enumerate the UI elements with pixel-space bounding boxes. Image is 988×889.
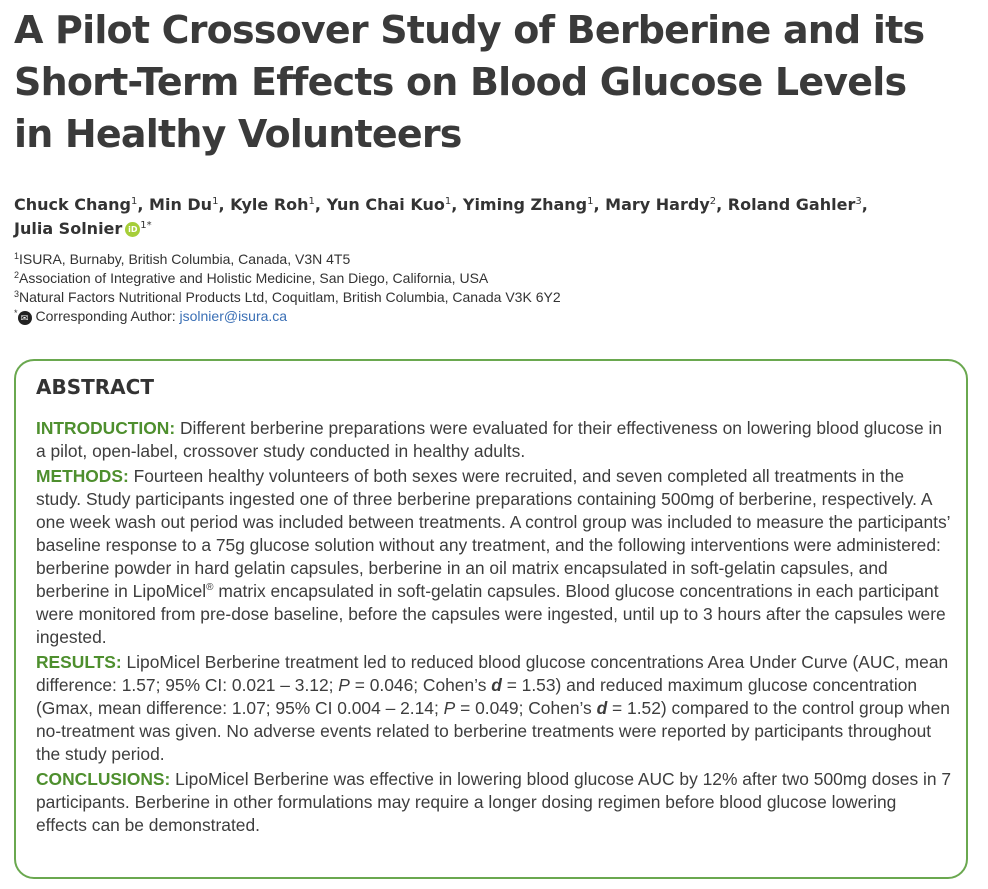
section-label: INTRODUCTION: [36, 418, 176, 438]
author-affiliation-mark: 3 [855, 196, 862, 207]
author-affiliation-mark: 1 [131, 196, 138, 207]
author-name: Chuck Chang [14, 195, 131, 214]
author-name: Mary Hardy [605, 195, 710, 214]
author-affiliation-mark: 1 [444, 196, 452, 207]
author-name: Yun Chai Kuo [326, 195, 445, 214]
abstract-methods: METHODS: Fourteen healthy volunteers of both sexes were recruited, and seven completed all treatments in the study. Study participants ingested one of three berberine preparations containing 500mg of berberine, respectively. A one week wash out period was included between treatments. A control group was included to measure the participants’ baseline response to a 75g glucose solution without any treatment, and the following interventions were administered: berberine powder in hard gelatin capsules, berberine in an oil matrix encapsulated in soft-gelatin capsules, and berberine in LipoMicel® matrix encapsulated in soft-gelatin capsules. Blood glucose concentrations in each participant were monitored from pre-dose baseline, before the capsules were ingested, until up to 3 hours after the capsules were ingested. [36, 466, 950, 647]
abstract-box [14, 359, 968, 879]
affiliation: $^1$ISURA, Burnaby, British Columbia, Canada, V3N 4T5 [14, 251, 351, 267]
corresponding-author: * ✉ Corresponding Author: jsolnier@isura.ca [14, 308, 288, 324]
abstract-body [36, 417, 952, 839]
title-line: Short-Term Effects on Blood Glucose Levels [14, 60, 907, 104]
author-line [14, 217, 974, 241]
author-name: Roland Gahler [727, 195, 856, 214]
author-list [14, 193, 974, 241]
author-affiliation-mark: 2 [709, 196, 717, 207]
author-name: Min Du [149, 195, 213, 214]
author-affiliation-mark: 1 [308, 196, 315, 207]
orcid-icon[interactable]: iD [125, 222, 140, 237]
abstract-results: RESULTS: LipoMicel Berberine treatment led to reduced blood glucose concentrations Area Under Curve (AUC, mean difference: 1.57; 95% CI: 0.021 – 3.12; P = 0.046; Cohen’s d = 1.53) and reduced maximum glucose concentration (Gmax, mean difference: 1.07; 95% CI 0.004 – 2.14; P = 0.049; Cohen’s d = 1.52) compared to the control group when no-treatment was given. No adverse events related to berberine treatments were reported by participants throughout the study period. [36, 652, 950, 764]
paper-title [14, 4, 974, 160]
abstract-heading: ABSTRACT [36, 375, 154, 399]
author-affiliation-mark: 1 [587, 196, 594, 207]
email-icon: ✉ [18, 311, 32, 325]
email-link[interactable]: jsolnier@isura.ca [179, 308, 288, 324]
author-name: Julia Solnier [14, 219, 123, 238]
title-line: in Healthy Volunteers [14, 112, 462, 156]
abstract-introduction: INTRODUCTION: Different berberine preparations were evaluated for their effectiveness on lowering blood glucose in a pilot, open-label, crossover study conducted in healthy adults. [36, 418, 943, 461]
author-line: Chuck Chang$^1$, Min Du$^1$, Kyle Roh$^1$, Yun Chai Kuo$^1$, Yiming Zhang$^1$, Mary Hardy$^2$, Roland Gahler$^3$, [14, 195, 868, 214]
affiliation: $^2$Association of Integrative and Holistic Medicine, San Diego, California, USA [14, 270, 489, 286]
section-label: CONCLUSIONS: [36, 769, 171, 789]
abstract-conclusions: CONCLUSIONS: LipoMicel Berberine was effective in lowering blood glucose AUC by 12% after two 500mg doses in 7 participants. Berberine in other formulations may require a longer dosing regimen before blood glucose lowering effects can be demonstrated. [36, 769, 952, 835]
author-affiliation-mark: 1* [140, 220, 152, 231]
section-label: RESULTS: [36, 652, 122, 672]
author-name: Yiming Zhang [462, 195, 588, 214]
affiliation-list [14, 250, 914, 326]
author-affiliation-mark: 1 [212, 196, 219, 207]
title-line: A Pilot Crossover Study of Berberine and its [14, 8, 925, 52]
section-label: METHODS: [36, 466, 129, 486]
author-name: Kyle Roh [230, 195, 309, 214]
affiliation: $^3$Natural Factors Nutritional Products Ltd, Coquitlam, British Columbia, Canada V3K 6Y2 [14, 289, 561, 305]
